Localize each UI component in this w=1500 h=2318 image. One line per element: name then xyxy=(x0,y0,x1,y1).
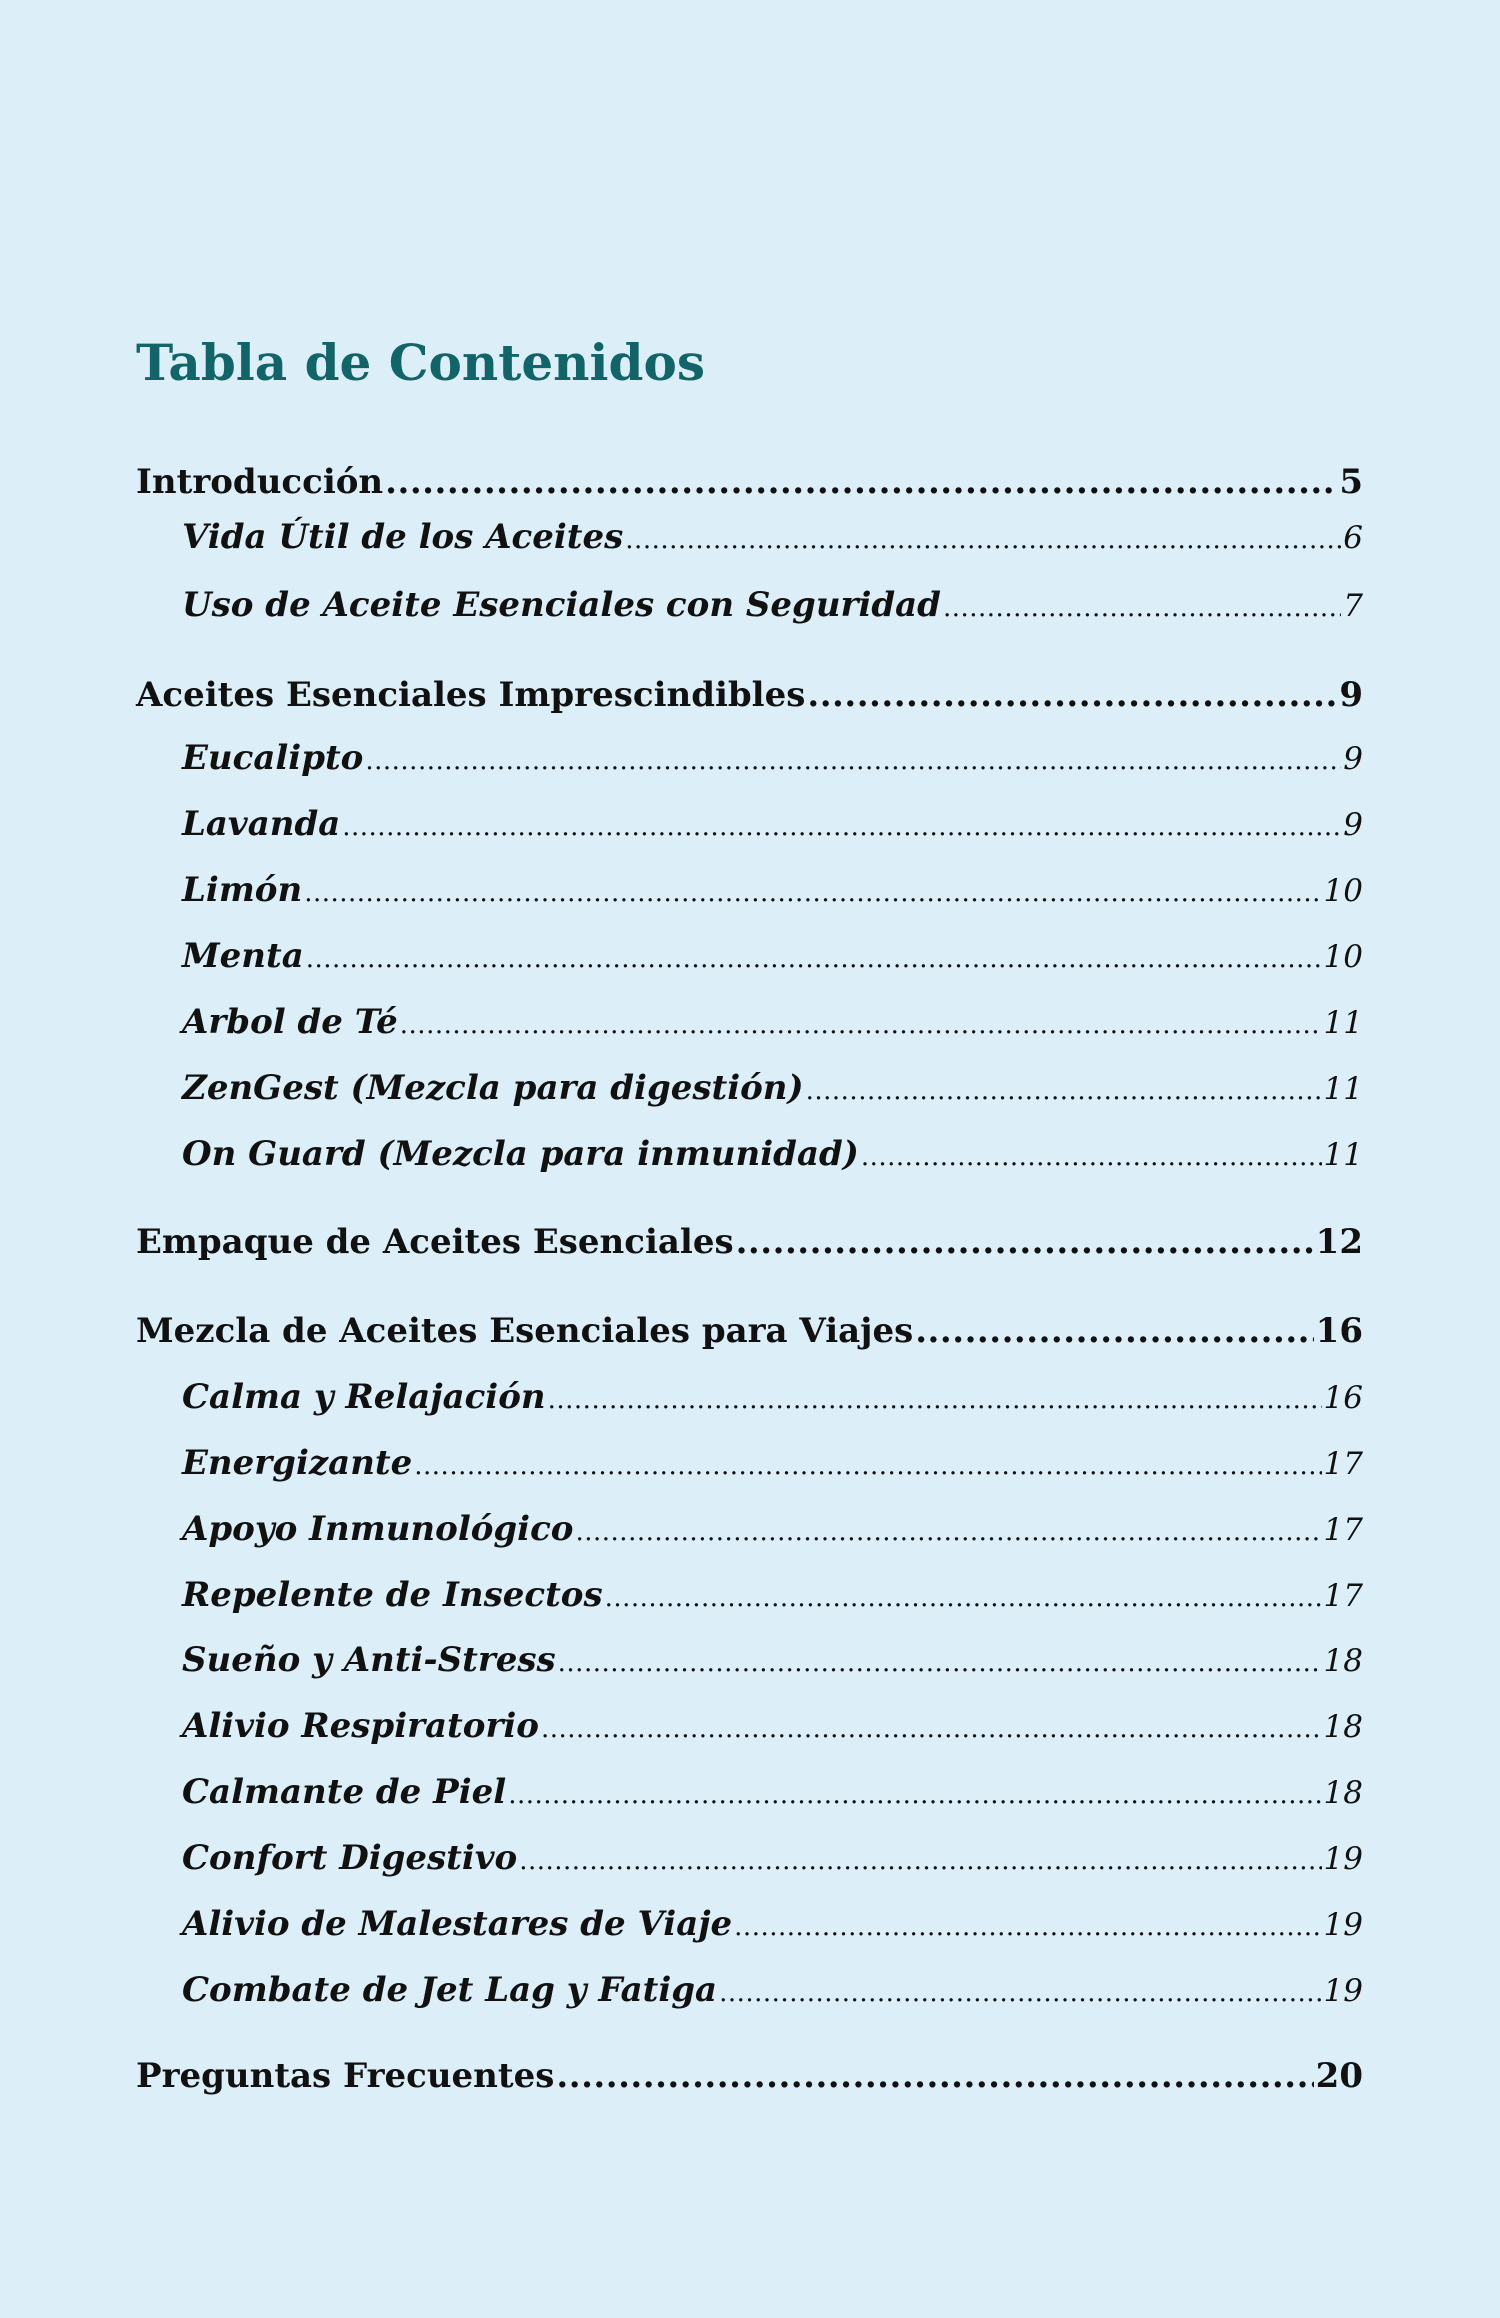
toc-entry-uso-seguridad[interactable] xyxy=(182,580,1363,630)
toc-entry-page: 10 xyxy=(1323,873,1363,909)
toc-entry-page: 6 xyxy=(1343,520,1363,556)
dot-leader xyxy=(548,1375,1322,1425)
toc-entry-label: Confort Digestivo xyxy=(182,1838,518,1878)
toc-entry-preguntas[interactable] xyxy=(136,2051,1363,2101)
toc-entry-label: Menta xyxy=(182,936,304,976)
toc-entry-page: 16 xyxy=(1315,1311,1363,1351)
toc-entry-page: 11 xyxy=(1323,1137,1363,1173)
dot-leader xyxy=(508,1770,1321,1820)
toc-entry-label: Limón xyxy=(182,870,303,910)
toc-entry-alivio-respiratorio[interactable] xyxy=(182,1701,1363,1751)
dot-leader xyxy=(736,1217,1314,1267)
toc-entry-page: 17 xyxy=(1323,1446,1363,1482)
dot-leader xyxy=(806,1066,1322,1116)
toc-entry-sueno[interactable] xyxy=(182,1635,1363,1685)
toc-entry-lavanda[interactable] xyxy=(182,799,1363,849)
toc-entry-page: 9 xyxy=(1343,741,1363,777)
toc-entry-page: 9 xyxy=(1343,807,1363,843)
toc-entry-page: 20 xyxy=(1315,2056,1363,2096)
dot-leader xyxy=(807,670,1337,720)
dot-leader xyxy=(365,736,1341,786)
toc-entry-page: 16 xyxy=(1323,1380,1363,1416)
toc-entry-label: Arbol de Té xyxy=(182,1002,398,1042)
dot-leader xyxy=(519,1836,1321,1886)
toc-entry-energizante[interactable] xyxy=(182,1438,1363,1488)
toc-entry-label: Calma y Relajación xyxy=(182,1377,546,1417)
toc-entry-label: Aceites Esenciales Imprescindibles xyxy=(136,675,806,715)
toc-entry-label: Energizante xyxy=(182,1443,413,1483)
toc-entry-label: Apoyo Inmunológico xyxy=(182,1509,574,1549)
toc-entry-label: ZenGest (Mezcla para digestión) xyxy=(182,1068,804,1108)
toc-entry-on-guard[interactable] xyxy=(182,1129,1363,1179)
toc-entry-empaque[interactable] xyxy=(136,1217,1363,1267)
toc-entry-imprescindibles[interactable] xyxy=(136,670,1363,720)
dot-leader xyxy=(719,1968,1321,2018)
dot-leader xyxy=(558,1638,1322,1688)
toc-entry-page: 18 xyxy=(1323,1643,1363,1679)
toc-entry-page: 18 xyxy=(1323,1709,1363,1745)
toc-entry-page: 11 xyxy=(1323,1005,1363,1041)
dot-leader xyxy=(915,1306,1313,1356)
toc-entry-introduccion[interactable] xyxy=(136,457,1363,507)
toc-entry-calmante-piel[interactable] xyxy=(182,1767,1363,1817)
dot-leader xyxy=(400,1000,1322,1050)
toc-entry-label: Uso de Aceite Esenciales con Seguridad xyxy=(182,585,941,625)
toc-entry-repelente[interactable] xyxy=(182,1570,1363,1620)
toc-entry-zengest[interactable] xyxy=(182,1063,1363,1113)
toc-entry-page: 11 xyxy=(1323,1071,1363,1107)
dot-leader xyxy=(306,934,1322,984)
toc-entry-page: 19 xyxy=(1323,1973,1363,2009)
toc-entry-label: Sueño y Anti-Stress xyxy=(182,1640,556,1680)
dot-leader xyxy=(575,1507,1321,1557)
toc-entry-page: 19 xyxy=(1323,1841,1363,1877)
toc-entry-mezcla-viajes[interactable] xyxy=(136,1306,1363,1356)
toc-entry-label: Alivio Respiratorio xyxy=(182,1706,539,1746)
toc-entry-confort-digestivo[interactable] xyxy=(182,1833,1363,1883)
dot-leader xyxy=(734,1902,1321,1952)
toc-entry-label: Eucalipto xyxy=(182,738,364,778)
dot-leader xyxy=(385,457,1337,507)
toc-entry-page: 17 xyxy=(1323,1512,1363,1548)
toc-entry-label: Lavanda xyxy=(182,804,341,844)
page-title: Tabla de Contenidos xyxy=(136,333,705,392)
toc-entry-page: 18 xyxy=(1323,1775,1363,1811)
toc-entry-page: 10 xyxy=(1323,939,1363,975)
toc-entry-eucalipto[interactable] xyxy=(182,733,1363,783)
dot-leader xyxy=(304,868,1321,918)
dot-leader xyxy=(625,515,1341,565)
toc-entry-menta[interactable] xyxy=(182,931,1363,981)
toc-entry-malestares-viaje[interactable] xyxy=(182,1899,1363,1949)
toc-entry-label: Repelente de Insectos xyxy=(182,1575,603,1615)
toc-entry-page: 5 xyxy=(1339,462,1363,502)
toc-entry-label: Empaque de Aceites Esenciales xyxy=(136,1222,734,1262)
dot-leader xyxy=(943,583,1341,633)
toc-entry-page: 17 xyxy=(1323,1578,1363,1614)
dot-leader xyxy=(861,1132,1322,1182)
toc-entry-page: 12 xyxy=(1315,1222,1363,1262)
toc-entry-page: 9 xyxy=(1339,675,1363,715)
toc-entry-label: Introducción xyxy=(136,462,384,502)
toc-entry-arbol-de-te[interactable] xyxy=(182,997,1363,1047)
toc-entry-label: Combate de Jet Lag y Fatiga xyxy=(182,1970,718,2010)
toc-entry-apoyo-inmunologico[interactable] xyxy=(182,1504,1363,1554)
toc-entry-label: On Guard (Mezcla para inmunidad) xyxy=(182,1134,859,1174)
toc-entry-label: Alivio de Malestares de Viaje xyxy=(182,1904,733,1944)
toc-entry-label: Calmante de Piel xyxy=(182,1772,507,1812)
toc-entry-label: Mezcla de Aceites Esenciales para Viajes xyxy=(136,1311,914,1351)
toc-entry-page: 7 xyxy=(1343,588,1363,624)
dot-leader xyxy=(342,802,1341,852)
toc-entry-vida-util[interactable] xyxy=(182,512,1363,562)
dot-leader xyxy=(605,1573,1322,1623)
toc-entry-label: Preguntas Frecuentes xyxy=(136,2056,555,2096)
toc-entry-jet-lag[interactable] xyxy=(182,1965,1363,2015)
toc-entry-calma[interactable] xyxy=(182,1372,1363,1422)
toc-entry-limon[interactable] xyxy=(182,865,1363,915)
dot-leader xyxy=(541,1704,1322,1754)
toc-entry-page: 19 xyxy=(1323,1907,1363,1943)
dot-leader xyxy=(556,2051,1313,2101)
dot-leader xyxy=(414,1441,1321,1491)
toc-entry-label: Vida Útil de los Aceites xyxy=(182,517,624,557)
